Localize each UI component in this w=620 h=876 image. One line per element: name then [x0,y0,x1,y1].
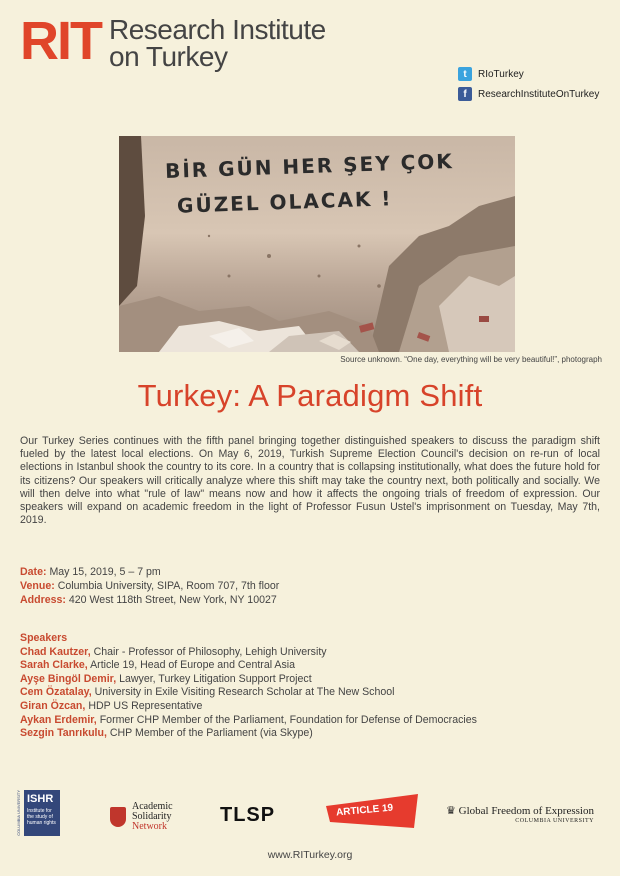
org-name [109,16,326,70]
rit-logo: RIT [20,11,101,71]
speaker-item [20,700,477,714]
article19-logo [322,792,422,832]
speaker-item [20,659,477,673]
twitter-icon: t [458,67,472,81]
speaker-item [20,673,477,687]
speakers-list [20,632,477,741]
ishr-side-text [16,790,22,836]
facebook-handle: ResearchInstituteOnTurkey [478,88,600,100]
org-name-line1: Research Institute [109,14,326,45]
speaker-role: Former CHP Member of the Parliament, Foundation for Defense of Democracies [99,713,477,726]
gfe-title [446,804,594,817]
sponsor-logos [0,790,620,840]
social-links [458,64,599,104]
address-row [20,593,279,607]
speaker-role: HDP US Representative [88,699,203,712]
facebook-link[interactable] [458,84,599,104]
speaker-item [20,646,477,660]
crown-icon: ♛ [446,805,456,817]
speaker-role: University in Exile Visiting Research Scholar at The New School [94,686,395,699]
ishr-side-label: COLUMBIA UNIVERSITY [16,790,21,836]
venue-label: Venue: [20,580,55,592]
address-label: Address: [20,594,66,606]
ishr-logo-subtext: Institute for the study of human rights [27,808,56,826]
speaker-name: Ayşe Bingöl Demir, [20,672,117,685]
speaker-name: Chad Kautzer, [20,645,91,658]
date-value: May 15, 2019, 5 – 7 pm [49,566,161,578]
speaker-name: Aykan Erdemir, [20,713,97,726]
speaker-role: Chair - Professor of Philosophy, Lehigh University [93,645,327,658]
event-details [20,565,279,607]
graffiti-line2: GÜZEL OLACAK ! [176,186,393,218]
gfe-main-text: Global Freedom of Expression [458,805,594,817]
org-name-line2: on Turkey [109,41,228,72]
tlsp-logo: TLSP [220,804,276,826]
speaker-item [20,727,477,741]
speaker-name: Cem Özatalay, [20,686,92,699]
gfe-logo [446,804,594,824]
asn-line2: Solidarity [132,811,172,822]
address-value: 420 West 118th Street, New York, NY 10027 [68,594,277,606]
date-row [20,565,279,579]
photo-caption: Source unknown. “One day, everything will be very beautiful!”, photograph [340,355,602,364]
event-description: Our Turkey Series continues with the fifth panel bringing together distinguished speakers to discuss the paradigm shift fueled by the latest local elections. On May 6, 2019, Turkish Supreme Election Council's decision on re-run of local elections in Istanbul shook the country to its core. In a country that is collapsing institutionally, what does the future hold for its citizens? Our speakers will critically analyze where this shift may take the country next, both politically and socially. We will then delve into what "rule of law" means now and how it affects the ongoing trials of freedom of expression. Our speakers will expand on academic freedom in the light of Professor Fusun Ustel's imprisonment on Tuesday, May 7th, 2019. [20,435,600,527]
speaker-item [20,714,477,728]
speaker-role: Article 19, Head of Europe and Central Asia [90,659,296,672]
venue-value: Columbia University, SIPA, Room 707, 7th floor [57,580,280,592]
speakers-heading: Speakers [20,632,68,644]
event-title: Turkey: A Paradigm Shift [137,378,483,413]
venue-row [20,579,279,593]
speaker-item [20,686,477,700]
ishr-logo-text: ISHR [27,793,54,805]
date-label: Date: [20,566,47,578]
speaker-role: Lawyer, Turkey Litigation Support Project [119,672,312,685]
speaker-role: CHP Member of the Parliament (via Skype) [109,727,313,740]
twitter-link[interactable] [458,64,599,84]
shield-icon [110,807,126,827]
ishr-logo [24,790,60,836]
facebook-icon: f [458,87,472,101]
speaker-name: Sezgin Tanrıkulu, [20,727,107,740]
asn-logo-text [132,802,173,832]
asn-logo [110,802,173,832]
header [20,11,326,72]
speaker-name: Giran Özcan, [20,699,86,712]
website-link[interactable]: www.RITurkey.org [267,849,353,861]
asn-line3: Network [132,821,167,832]
event-photo [119,136,515,352]
twitter-handle: RIoTurkey [478,68,524,80]
asn-line1: Academic [132,801,173,812]
article19-text: ARTICLE 19 [335,802,394,819]
graffiti-line1: BİR GÜN HER ŞEY ÇOK [164,148,455,184]
gfe-subtitle: COLUMBIA UNIVERSITY [515,818,594,824]
speaker-name: Sarah Clarke, [20,659,88,672]
